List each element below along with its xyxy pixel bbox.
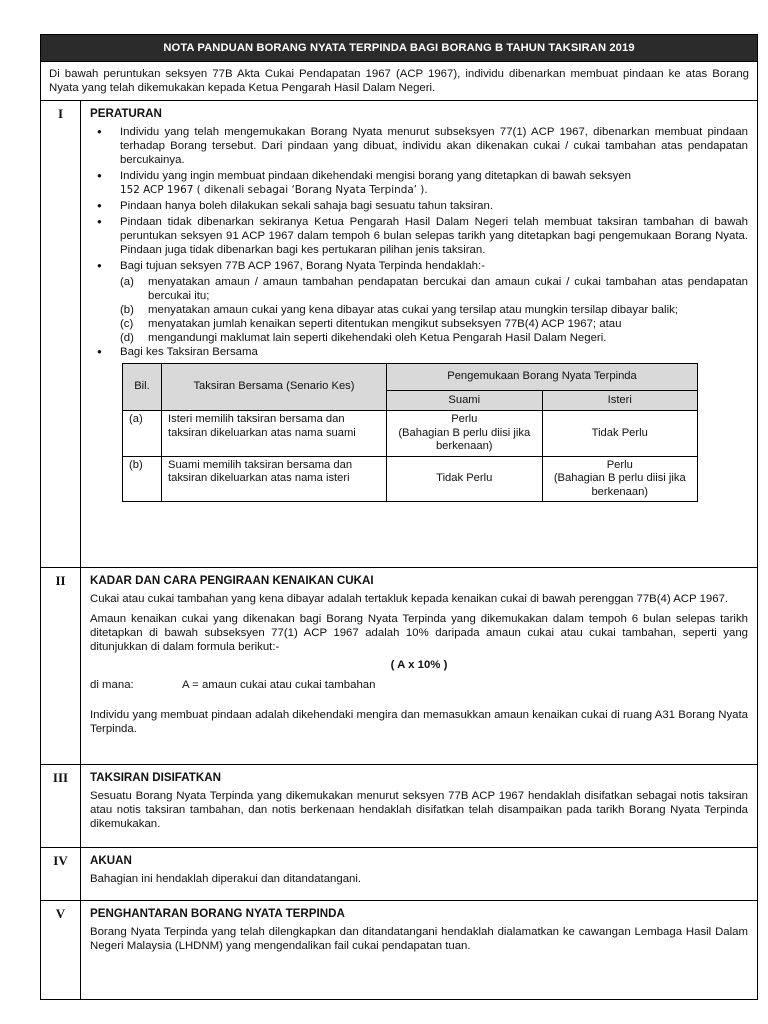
list-item: ● Individu yang telah mengemukakan Borang Nyata menurut subseksyen 77(1) ACP 1967, dibenarkan membuat pindaan terhadap Borang tersebut. Dari pindaan yang dibuat, individu akan dikenakan cukai / cukai tambahan atas pendapatan bercukainya. [90,125,748,167]
joint-assessment-table [122,363,698,502]
section-body [81,901,757,999]
sub-label: (c) [120,318,134,330]
header-pengemukaan: Pengemukaan Borang Nyata Terpinda [387,364,698,391]
cell-suami [387,411,543,457]
section-body [81,765,757,847]
section-heading: PENGHANTARAN BORANG NYATA TERPINDA [90,907,345,920]
document-title: NOTA PANDUAN BORANG NYATA TERPINDA BAGI BORANG B TAHUN TAKSIRAN 2019 [41,35,757,61]
cell-isteri [542,456,698,502]
section-heading: TAKSIRAN DISIFATKAN [90,771,221,784]
sub-label: (a) [120,276,134,288]
sub-text: menyatakan jumlah kenaikan seperti ditentukan mengikut subseksyen 77B(4) ACP 1967; atau [148,318,622,330]
paragraph: Individu yang membuat pindaan adalah dikehendaki mengira dan memasukkan amaun kenaikan cukai di ruang A31 Borang Nyata Terpinda. [90,709,748,735]
header-taksiran: Taksiran Bersama (Senario Kes) [162,364,387,411]
sub-text: mengandungi maklumat lain seperti dikehendaki oleh Ketua Pengarah Hasil Dalam Negeri. [148,332,607,344]
formula: ( A x 10% ) [390,659,448,671]
rules-list [90,345,748,359]
formula-legend [90,678,748,692]
section-akuan [41,847,757,900]
sub-text: menyatakan amaun cukai yang kena dibayar atas cukai yang tersilap atau mungkin tersilap dibayar balik; [148,304,678,316]
cell-suami: Tidak Perlu [387,456,543,502]
paragraph: Borang Nyata Terpinda yang telah dilengkapkan dan ditandatangani hendaklah dialamatkan ke cawangan Lembaga Hasil Dalam Negeri Malaysia (LHDNM) yang mengendalikan fail cukai pendapatan tuan. [90,926,748,952]
list-item: ● Pindaan tidak dibenarkan sekiranya Ketua Pengarah Hasil Dalam Negeri telah membuat taksiran tambahan di bawah peruntukan seksyen 91 ACP 1967 dalam tempoh 6 bulan selepas tarikh yang ditetapkan bagi pengemukaan Borang Nyata. Pindaan juga tidak dibenarkan bagi kes pertukaran pilihan jenis taksiran. [90,215,748,257]
paragraph: Cukai atau cukai tambahan yang kena dibayar adalah tertakluk kepada kenaikan cukai di bawah perenggan 77B(4) ACP 1967. [90,593,729,605]
section-number: I [41,101,81,567]
legend-text: A = amaun cukai atau cukai tambahan [182,679,376,691]
sub-label: (b) [120,304,134,316]
header-isteri: Isteri [542,391,698,411]
table-row [123,411,698,457]
section-body [81,568,757,764]
guide-document [40,34,758,1000]
section-number: IV [41,848,81,900]
list-item: ● Pindaan hanya boleh dilakukan sekali sahaja bagi sesuatu tahun taksiran. [90,199,748,213]
sub-label: (d) [120,332,134,344]
section-heading: AKUAN [90,854,132,867]
table-row [123,456,698,502]
section-penghantaran [41,900,757,999]
sub-item [120,275,748,303]
cell-note: (Bahagian B perlu diisi jika berkenaan) [398,426,531,452]
list-item [90,169,748,197]
item-text: 152 ACP 1967 ( dikenali sebagai ‘Borang Nyata Terpinda’ ). [120,184,428,196]
paragraph: Sesuatu Borang Nyata Terpinda yang dikemukakan menurut seksyen 77B ACP 1967 hendaklah disifatkan sebagai notis taksiran atau notis taksiran tambahan, dan notis berkenaan hendaklah disifatkan telah disampaikan pada tarikh Borang Nyata Terpinda dikemukakan. [90,790,748,830]
cell-bil: (b) [123,456,162,502]
section-number: III [41,765,81,847]
intro-paragraph: Di bawah peruntukan seksyen 77B Akta Cukai Pendapatan 1967 (ACP 1967), individu dibenarkan membuat pindaan ke atas Borang Nyata yang telah dikemukakan kepada Ketua Pengarah Hasil Dalam Negeri. [41,61,757,100]
sub-item [120,303,748,317]
sub-item [120,331,748,345]
section-number: II [41,568,81,764]
section-body [81,101,757,567]
sub-text: menyatakan amaun / amaun tambahan pendapatan bercukai dan amaun cukai / cukai tambahan atas pendapatan bercukai itu; [148,276,748,302]
rules-list [90,125,748,273]
section-kadar [41,567,757,764]
section-peraturan [41,100,757,567]
section-number: V [41,901,81,999]
header-bil: Bil. [123,364,162,411]
section-taksiran-disifatkan [41,764,757,847]
cell-value: Perlu [451,413,478,425]
item-text: Individu yang ingin membuat pindaan dikehendaki mengisi borang yang ditetapkan di bawah seksyen [120,170,632,182]
header-suami: Suami [387,391,543,411]
cell-bil: (a) [123,411,162,457]
legend-label: di mana: [90,679,134,691]
cell-isteri: Tidak Perlu [542,411,698,457]
paragraph: Amaun kenaikan cukai yang dikenakan bagi Borang Nyata Terpinda yang dikemukakan dalam tempoh 6 bulan selepas tarikh ditetapkan di bawah subseksyen 77(1) ACP 1967 adalah 10% daripada amaun cukai atau cukai tambahan, seperti yang ditunjukkan di dalam formula berikut:- [90,613,748,653]
sub-item [120,317,748,331]
section-heading: KADAR DAN CARA PENGIRAAN KENAIKAN CUKAI [90,574,374,587]
list-item: ● Bagi tujuan seksyen 77B ACP 1967, Borang Nyata Terpinda hendaklah:- [90,259,748,273]
cell-note: (Bahagian B perlu diisi jika berkenaan) [553,472,686,498]
section-heading: PERATURAN [90,107,162,120]
list-item: ● Bagi kes Taksiran Bersama [90,345,748,359]
cell-value: Perlu [606,458,633,471]
paragraph: Bahagian ini hendaklah diperakui dan ditandatangani. [90,873,362,885]
cell-senario: Isteri memilih taksiran bersama dan taksiran dikeluarkan atas nama suami [162,411,387,457]
cell-senario: Suami memilih taksiran bersama dan taksiran dikeluarkan atas nama isteri [162,456,387,502]
section-body [81,848,757,900]
